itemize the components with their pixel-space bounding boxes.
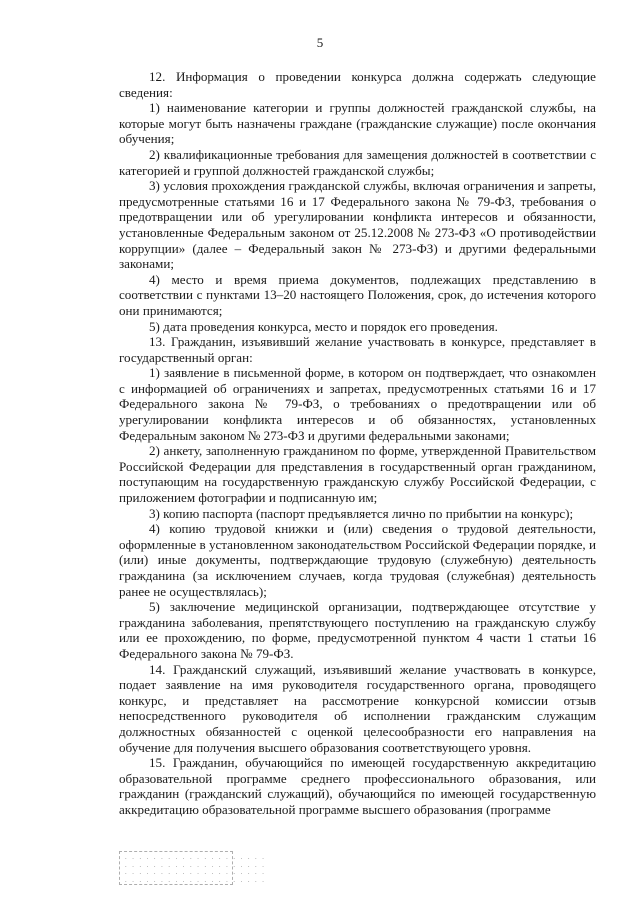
paragraph-13-item-2: 2) анкету, заполненную гражданином по форме, утвержденной Правительством Российской Федерации для представления в государственный орган гражданином, поступающим на государственную гражданскую службу Российской Федерации, с приложением фотографии и подписанную им; [119,443,596,506]
paragraph-12-item-2: 2) квалификационные требования для замещения должностей в соответствии с категорией и группой должностей гражданской службы; [119,146,596,178]
paragraph-13-item-5: 5) заключение медицинской организации, подтверждающее отсутствие у гражданина заболевания, препятствующего поступлению на гражданскую службу или ее прохождению, по форме, предусмотренной пунктом 4 части 1 статьи 16 Федерального закона № 79-ФЗ. [119,599,596,661]
paragraph-12-item-3: 3) условия прохождения гражданской службы, включая ограничения и запреты, предусмотренные статьями 16 и 17 Федерального закона № 79-ФЗ, требования о предотвращении или об урегулировании конфликта интересов и обязанности, установленные Федеральным законом от 25.12.2008 № 273-ФЗ «О противодействии коррупции» (далее – Федеральный закон № 273-ФЗ) и другими федеральными законами; [119,178,596,272]
paragraph-13-intro: 13. Гражданин, изъявивший желание участвовать в конкурсе, представляет в государственный орган: [119,334,596,365]
page-number: 5 [316,35,324,50]
paragraph-12-item-1: 1) наименование категории и группы должностей гражданской службы, на которые могут быть назначены граждане (гражданские служащие) после окончания обучения; [119,100,596,147]
paragraph-13-item-4: 4) копию трудовой книжки и (или) сведения о трудовой деятельности, оформленные в установленном законодательством Российской Федерации порядке, и (или) иные документы, подтверждающие трудовую (служебную) деятельность гражданина (за исключением случаев, когда трудовая (служебная) деятельность ранее не осуществлялась); [119,521,596,599]
paragraph-12-item-5: 5) дата проведения конкурса, место и порядок его проведения. [149,318,498,334]
registration-stamp: . . . . . . . . . . . . . . . . . . . . . . . . . . . . . . . . . . . . . . . . . . . . . . . . . . . . . . . . . . . . . . . . . . . . . . . . . . . . . . . . [119,851,233,885]
paragraph-13-item-1: 1) заявление в письменной форме, в котором он подтверждает, что ознакомлен с информацией об ограничениях и запретах, предусмотренных статьями 16 и 17 Федерального закона № 79-ФЗ, о требованиях о предотвращении или об урегулировании конфликта интересов и об обязанностях, установленных Федеральным законом № 273-ФЗ и другими федеральными законами; [119,365,596,443]
paragraph-12-intro: 12. Информация о проведении конкурса должна содержать следующие сведения: [119,69,596,100]
paragraph-15: 15. Гражданин, обучающийся по имеющей государственную аккредитацию образовательной программе среднего профессионального образования, или гражданин (гражданский служащий), обучающийся по имеющей государственную аккредитацию образовательной программе высшего образования (программе [119,755,596,817]
paragraph-14: 14. Гражданский служащий, изъявивший желание участвовать в конкурсе, подает заявление на имя руководителя государственного органа, проводящего конкурс, и представляет на рассмотрение конкурсной комиссии отзыв непосредственного руководителя об исполнении гражданским служащим должностных обязанностей с оценкой целесообразности его направления на обучение для получения высшего образования соответствующего уровня. [119,661,596,755]
paragraph-13-item-3: 3) копию паспорта (паспорт предъявляется лично по прибытии на конкурс); [149,505,574,521]
paragraph-12-item-4: 4) место и время приема документов, подлежащих представлению в соответствии с пунктами 13–20 настоящего Положения, срок, до истечения которого они принимаются; [119,271,596,318]
document-body [119,69,596,818]
